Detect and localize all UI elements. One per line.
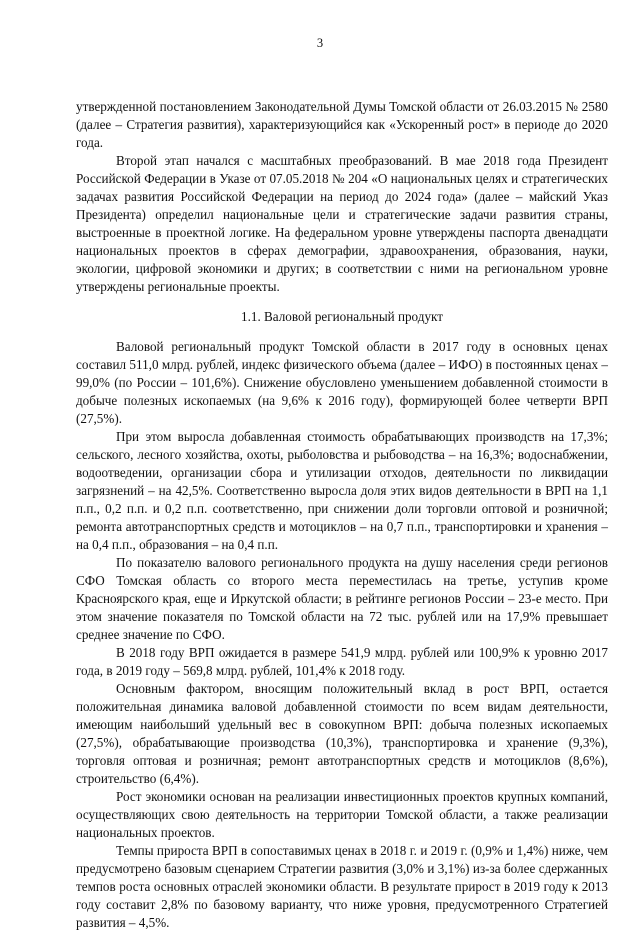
section-heading-grp: 1.1. Валовой региональный продукт <box>241 309 443 324</box>
page-number: 3 <box>316 36 324 50</box>
grp-paragraph-main-factor: Основным фактором, вносящим положительный вклад в рост ВРП, остается положительная динамика валовой добавленной стоимости по всем видам деятельности, имеющим наибольший удельный вес в совокупном ВРП: добыча полезных ископаемых (27,5%), обрабатывающие производства (10,3%), транспортировка и хранение (9,3%), торговля оптовая и розничная; ремонт автотранспортных средств и мотоциклов (8,6%), строительство (6,4%). <box>76 681 608 786</box>
grp-paragraph-growth-rates: Темпы прироста ВРП в сопоставимых ценах в 2018 г. и 2019 г. (0,9% и 1,4%) ниже, чем предусмотрено базовым сценарием Стратегии развития (3,0% и 3,1%) из-за более сдержанных темпов роста основных отраслей экономики области. В результате прирост в 2019 году к 2013 году составит 2,8% по базовому варианту, что ниже уровня, предусмотренного Стратегией развития – 4,5%. <box>76 843 608 930</box>
grp-paragraph-investment-projects: Рост экономики основан на реализации инвестиционных проектов крупных компаний, осуществляющих свою деятельность на территории Томской области, а также реализации национальных проектов. <box>76 789 608 840</box>
grp-paragraph-sectors-growth: При этом выросла добавленная стоимость обрабатывающих производств на 17,3%; сельского, лесного хозяйства, охоты, рыболовства и рыбоводства – на 16,3%; водоснабжении, водоотведении, организации сбора и утилизации отходов, деятельности по ликвидации загрязнений – на 42,5%. Соответственно выросла доля этих видов деятельности в ВРП на 1,1 п.п., 0,2 п.п. и 0,2 п.п. соответственно, при снижении доли торговли оптовой и розничной; ремонта автотранспортных средств и мотоциклов – на 0,7 п.п., транспортировки и хранения – на 0,4 п.п., образования – на 0,4 п.п. <box>76 429 608 552</box>
document-body <box>76 98 608 932</box>
grp-paragraph-2018-2019-forecast: В 2018 году ВРП ожидается в размере 541,9 млрд. рублей или 100,9% к уровню 2017 года, в 2019 году – 569,8 млрд. рублей, 101,4% к 2018 году. <box>76 645 608 678</box>
grp-paragraph-per-capita-rank: По показателю валового регионального продукта на душу населения среди регионов СФО Томская область со второго места переместилась на третье, уступив кроме Красноярского края, еще и Иркутской области; в рейтинге регионов России – 23-е место. При этом значение показателя по Томской области на 72 тыс. рублей или на 17,9% превышает среднее значение по СФО. <box>76 555 608 642</box>
grp-paragraph-2017: Валовой региональный продукт Томской области в 2017 году в основных ценах составил 511,0 млрд. рублей, индекс физического объема (далее – ИФО) в постоянных ценах – 99,0% (по России – 101,6%). Снижение обусловлено уменьшением добавленной стоимости в добыче полезных ископаемых (на 9,6% к 2016 году), формирующей более четверти ВРП (27,5%). <box>76 339 608 426</box>
intro-paragraph-continued: утвержденной постановлением Законодательной Думы Томской области от 26.03.2015 № 2580 (далее – Стратегия развития), характеризующийся как «Ускоренный рост» в периоде до 2020 года. <box>76 99 608 150</box>
intro-paragraph-second-stage: Второй этап начался с масштабных преобразований. В мае 2018 года Президент Российской Федерации в Указе от 07.05.2018 № 204 «О национальных целях и стратегических задачах развития Российской Федерации на период до 2024 года» (далее – майский Указ Президента) определил национальные цели и стратегические задачи развития страны, выстроенные в проектной логике. На федеральном уровне утверждены паспорта двенадцати национальных проектов в сферах демографии, здравоохранения, образования, науки, экологии, цифровой экономики и других; в соответствии с ними на региональном уровне утверждены региональные проекты. <box>76 153 608 294</box>
